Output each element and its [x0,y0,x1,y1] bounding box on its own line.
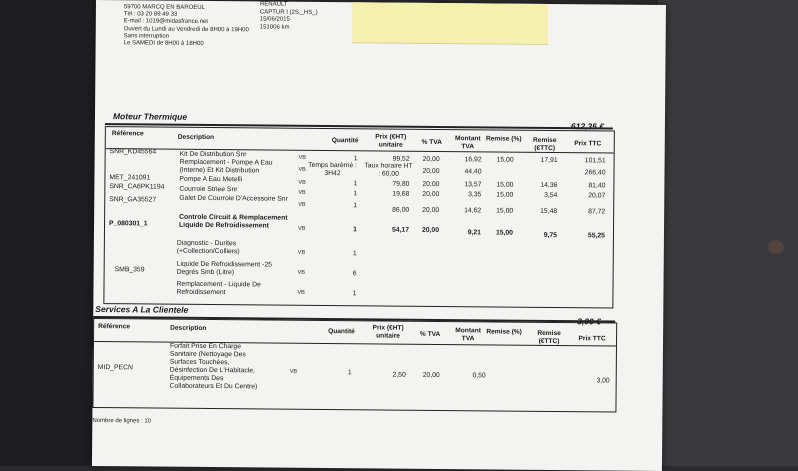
header-tva: % TVA [421,138,443,147]
row-desc: Remplacement - Pompe A Eau (Interne) Et Kit Distribution [179,158,273,175]
service-qty: 1 [347,369,352,377]
row-remise-ttc: 17,91 [540,156,558,165]
header-montant: Montant TVA [454,135,481,150]
row-tva: 20,00 [422,155,440,164]
header-reference: Référence [98,323,131,331]
row-qty: 1 [353,190,358,198]
row-tva: 20,00 [422,206,440,215]
moteur-table [103,126,615,308]
row-prix-ttc: 20,07 [588,192,606,200]
row-prix-ttc: 101,51 [584,157,606,165]
row-ref: P_080301_1 [109,220,148,228]
section-title-moteur: Moteur Thermique [112,111,188,122]
header-remise-ttc: Remise (€TTC) [533,136,557,152]
row-remise-ttc: 9,75 [543,231,557,240]
header-description: Description [170,324,207,332]
row-qty: 1 [352,250,357,258]
row-montant: 14,62 [464,207,482,215]
row-montant: 13,57 [464,181,482,189]
row-ref: SNR_CA6PK1194 [109,183,165,191]
row-remise-ttc: 3,54 [544,191,558,200]
section-total-moteur: 612,35 € [570,121,605,132]
header-price: Prix (€HT) unitaire [375,133,407,149]
header-price: Prix (€HT) unitaire [372,324,404,340]
header-quantity: Quantité [328,328,355,336]
row-desc: Controle Circuit & Remplacement Liquide De Refroidissement [179,213,288,230]
row-prix-ttc: 266,40 [584,169,606,177]
row-desc: Kit De Distribution Snr [179,150,247,159]
row-desc: Galet De Courroie D'Accessoire Snr [179,194,288,203]
service-montant: 0,50 [472,372,486,380]
vehicle-date: 15/06/2015 [259,16,290,23]
service-ref: MID_PECN [97,364,133,372]
row-code: VB [297,225,306,232]
contact-line: Tél : 03 20 89 49 33 [123,11,178,18]
row-price: 79,80 [392,180,410,188]
section-title-services: Services A La Clientele [95,304,189,315]
desk-background-right [658,0,798,466]
row-price: Taux horaire HT : 60,00 [364,162,413,178]
row-remise-pct: 15,00 [496,207,514,215]
header-remise-ttc: Remise (€TTC) [537,329,561,345]
header-remise-pct: Remise (%) [485,135,522,143]
row-code: VB [297,289,305,296]
row-ref: SNR_KD45564 [109,148,157,156]
vehicle-info [260,1,318,32]
row-tva: 20,00 [422,167,440,176]
row-remise-ttc: 14,36 [540,181,558,190]
row-qty: 6 [352,270,357,278]
vehicle-km: 151006 km [259,23,290,31]
vehicle-model: CAPTUR I (2S,_HS_) [259,8,318,16]
row-code: VB [298,201,306,208]
row-qty: 1 [353,155,358,163]
row-code: VB [297,249,306,256]
contact-line: 59700 MARCQ EN BAROEUL [123,4,205,11]
header-montant: Montant TVA [455,327,481,342]
header-reference: Référence [111,130,144,138]
header-remise-pct: Remise (%) [486,328,522,336]
row-ref: MET_241091 [109,174,151,182]
row-desc: Pompe A Eau Metelli [179,175,243,184]
row-code: VB [298,166,306,173]
contact-line: Le SAMEDI de 8H00 à 18H00 [123,40,204,47]
row-ref: SMB_359 [114,266,145,274]
row-qty: 1 [353,180,358,188]
row-price: 86,00 [392,206,410,214]
row-remise-pct: 15,00 [495,229,514,237]
row-prix-ttc: 81,40 [588,182,606,190]
row-tva: 20,00 [422,180,440,189]
row-montant: 16,92 [464,156,482,164]
service-code: VB [289,368,298,375]
services-table [92,318,617,413]
row-montant: 9,21 [467,229,482,237]
row-desc: Remplacement - Liquide De Refroidissement [176,280,261,296]
service-desc: Forfait Prise En Charge Sanitaire (Nettoyage Des Surfaces Touchées, Désinfection De L'Habitacle, Équipements Des Collaborateurs Et Du Centre) [169,342,258,391]
row-montant: 44,40 [464,168,482,176]
header-prix-ttc: Prix TTC [574,140,602,148]
row-qty: 1 [352,290,357,298]
vehicle-brand: RENAULT [259,1,288,8]
row-qty: Temps barèmé : 3H42 [308,161,357,177]
row-code: VB [298,179,306,186]
row-tva: 20,00 [422,190,440,199]
row-prix-ttc: 55,25 [587,232,605,240]
sticky-note [352,2,548,45]
service-prix-ttc: 3,00 [596,377,610,385]
row-tva: 20,00 [421,226,440,235]
row-price: 54,17 [391,226,410,234]
row-remise-pct: 15,00 [496,181,514,189]
row-remise-pct: 15,00 [496,191,514,199]
header-tva: % TVA [419,330,441,339]
contact-line: Ouvert du Lundi au Vendredi de 8H00 à 19H00 [123,25,249,33]
row-montant: 3,35 [468,191,482,199]
header-description: Description [177,133,215,142]
contact-line: Sans interruption [123,33,170,40]
header-prix-ttc: Prix TTC [578,335,606,343]
row-qty: 1 [353,202,358,210]
row-prix-ttc: 87,72 [588,208,606,216]
garage-contact [124,4,249,48]
row-desc: Liquide De Refroidissement -25 Degrés Smb (Litre) [176,260,272,276]
contact-line: E-mail : 1019@midasfrance.net [123,18,208,26]
row-price: 99,52 [392,155,410,163]
row-qty: 1 [353,226,357,234]
row-remise-pct: 15,00 [496,156,514,164]
desk-stain [768,240,784,254]
header-quantity: Quantité [331,137,359,145]
row-code: VB [298,154,307,161]
service-tva: 20,00 [422,371,440,380]
row-desc: Diagnostic - Durites (+Collection/Colliers) [176,239,240,255]
invoice-sheet [92,0,666,471]
row-price: 19,68 [392,190,410,198]
row-ref: SNR_GA35527 [109,196,157,204]
row-desc: Courroie Striee Snr [179,185,238,194]
row-remise-ttc: 15,48 [540,207,558,216]
line-count: Nombre de lignes : 10 [92,417,152,425]
service-price: 2,50 [392,371,406,379]
row-code: VB [298,189,306,196]
row-code: VB [297,269,305,276]
